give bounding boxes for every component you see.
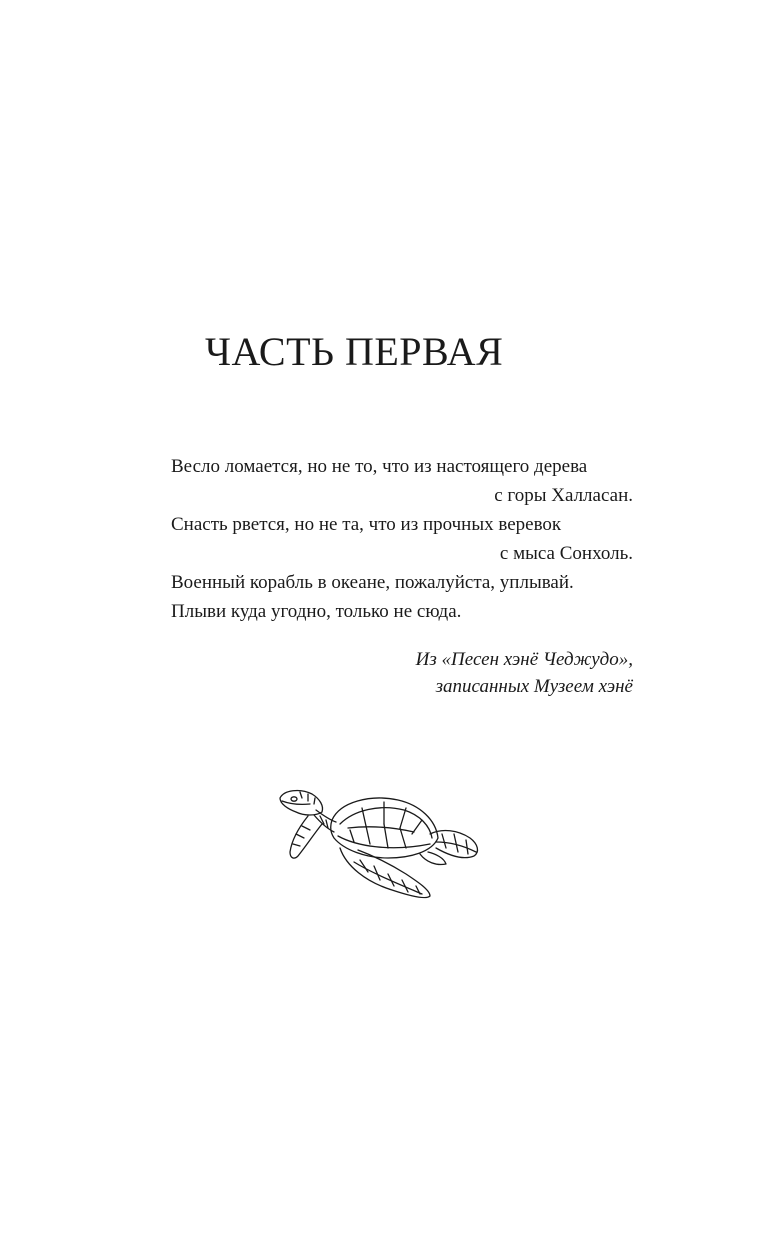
epigraph-line: Весло ломается, но не то, что из настоящего дерева: [171, 456, 588, 477]
epigraph: [171, 452, 633, 626]
part-title: ЧАСТЬ ПЕРВАЯ: [205, 329, 504, 374]
epigraph-line: Военный корабль в океане, пожалуйста, уплывай.: [171, 572, 574, 593]
attribution-line: Из «Песен хэнё Чеджудо»,: [415, 649, 633, 670]
sea-turtle-icon: [270, 782, 485, 907]
attribution-line: записанных Музеем хэнё: [435, 676, 633, 697]
epigraph-line: Плыви куда угодно, только не сюда.: [171, 601, 462, 622]
epigraph-line: с горы Халласан.: [494, 485, 633, 506]
epigraph-line: Снасть рвется, но не та, что из прочных веревок: [171, 514, 562, 535]
epigraph-line: с мыса Сонхоль.: [499, 543, 633, 564]
epigraph-attribution: [171, 646, 633, 700]
